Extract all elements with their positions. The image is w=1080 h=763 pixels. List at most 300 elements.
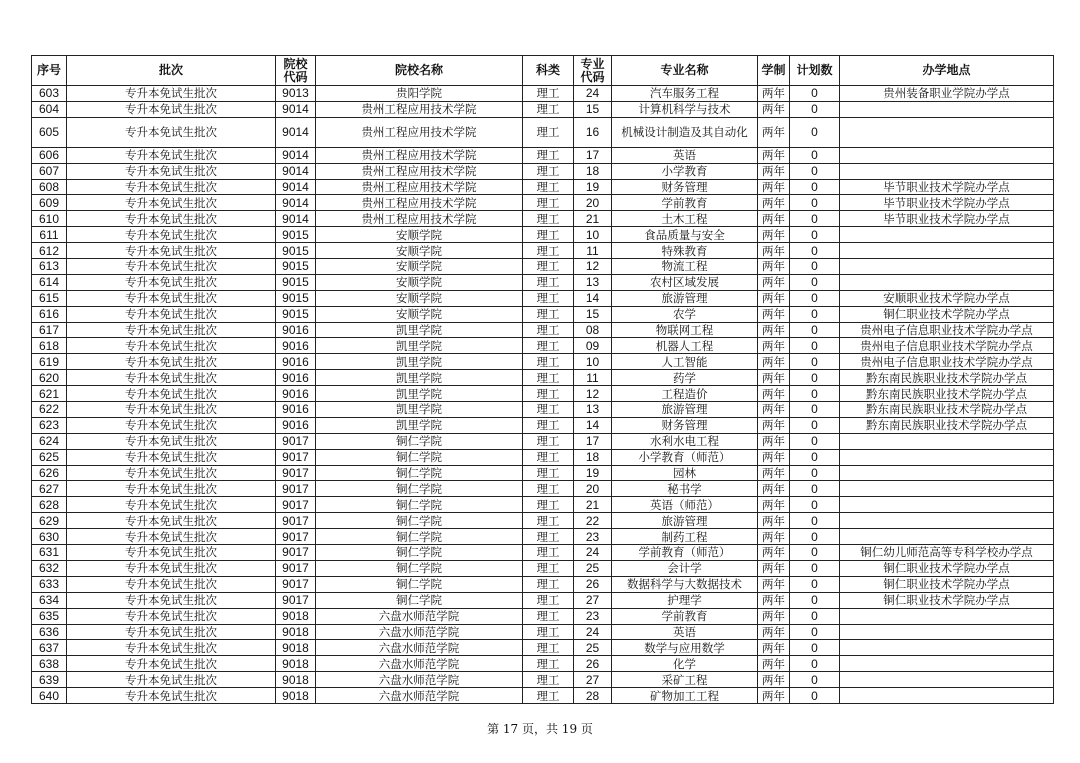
cell-location: 毕节职业技术学院办学点: [840, 195, 1054, 211]
cell-seq: 625: [32, 449, 67, 465]
cell-school-name: 安顺学院: [316, 227, 523, 243]
cell-seq: 603: [32, 86, 67, 102]
cell-batch: 专升本免试生批次: [67, 402, 276, 418]
cell-major-code: 17: [574, 147, 612, 163]
cell-school-name: 铜仁学院: [316, 513, 523, 529]
cell-location: [840, 449, 1054, 465]
cell-plan-count: 0: [790, 656, 840, 672]
cell-location: 贵州装备职业学院办学点: [840, 86, 1054, 102]
cell-major-name: 机器人工程: [612, 338, 758, 354]
cell-duration: 两年: [758, 465, 790, 481]
cell-plan-count: 0: [790, 259, 840, 275]
header-plan-count: 计划数: [790, 56, 840, 86]
cell-school-code: 9015: [276, 274, 316, 290]
cell-seq: 616: [32, 306, 67, 322]
cell-category: 理工: [523, 259, 574, 275]
cell-location: [840, 259, 1054, 275]
cell-batch: 专升本免试生批次: [67, 290, 276, 306]
cell-duration: 两年: [758, 322, 790, 338]
cell-major-code: 27: [574, 592, 612, 608]
table-row: [32, 529, 1054, 545]
cell-duration: 两年: [758, 449, 790, 465]
cell-seq: 636: [32, 624, 67, 640]
cell-seq: 633: [32, 576, 67, 592]
cell-school-name: 安顺学院: [316, 274, 523, 290]
cell-batch: 专升本免试生批次: [67, 370, 276, 386]
admission-plan-table-page: [31, 55, 1054, 704]
cell-school-name: 凯里学院: [316, 417, 523, 433]
cell-batch: 专升本免试生批次: [67, 243, 276, 259]
cell-location: [840, 608, 1054, 624]
cell-school-name: 贵州工程应用技术学院: [316, 179, 523, 195]
cell-major-name: 秘书学: [612, 481, 758, 497]
table-header-row: [32, 56, 1054, 86]
cell-major-code: 16: [574, 117, 612, 147]
cell-major-name: 旅游管理: [612, 290, 758, 306]
cell-plan-count: 0: [790, 306, 840, 322]
cell-category: 理工: [523, 370, 574, 386]
cell-batch: 专升本免试生批次: [67, 433, 276, 449]
cell-plan-count: 0: [790, 386, 840, 402]
cell-school-name: 六盘水师范学院: [316, 672, 523, 688]
cell-major-name: 英语（师范）: [612, 497, 758, 513]
cell-school-code: 9014: [276, 179, 316, 195]
cell-seq: 619: [32, 354, 67, 370]
cell-batch: 专升本免试生批次: [67, 624, 276, 640]
cell-batch: 专升本免试生批次: [67, 195, 276, 211]
cell-major-name: 土木工程: [612, 211, 758, 227]
cell-seq: 605: [32, 117, 67, 147]
cell-school-code: 9017: [276, 449, 316, 465]
header-duration: 学制: [758, 56, 790, 86]
cell-category: 理工: [523, 465, 574, 481]
cell-school-code: 9018: [276, 624, 316, 640]
cell-location: 黔东南民族职业技术学院办学点: [840, 402, 1054, 418]
cell-category: 理工: [523, 560, 574, 576]
cell-plan-count: 0: [790, 243, 840, 259]
cell-major-name: 制药工程: [612, 529, 758, 545]
cell-school-code: 9017: [276, 529, 316, 545]
table-row: [32, 481, 1054, 497]
cell-category: 理工: [523, 179, 574, 195]
cell-location: 贵州电子信息职业技术学院办学点: [840, 338, 1054, 354]
table-row: [32, 290, 1054, 306]
table-row: [32, 497, 1054, 513]
cell-location: [840, 481, 1054, 497]
cell-plan-count: 0: [790, 370, 840, 386]
cell-duration: 两年: [758, 417, 790, 433]
cell-school-code: 9018: [276, 688, 316, 704]
cell-seq: 612: [32, 243, 67, 259]
cell-location: 黔东南民族职业技术学院办学点: [840, 386, 1054, 402]
cell-duration: 两年: [758, 354, 790, 370]
cell-major-name: 学前教育（师范）: [612, 545, 758, 561]
cell-duration: 两年: [758, 402, 790, 418]
cell-batch: 专升本免试生批次: [67, 656, 276, 672]
cell-category: 理工: [523, 86, 574, 102]
cell-major-code: 10: [574, 354, 612, 370]
cell-major-code: 17: [574, 433, 612, 449]
cell-school-name: 铜仁学院: [316, 592, 523, 608]
cell-plan-count: 0: [790, 624, 840, 640]
cell-location: 黔东南民族职业技术学院办学点: [840, 417, 1054, 433]
cell-category: 理工: [523, 290, 574, 306]
cell-location: 黔东南民族职业技术学院办学点: [840, 370, 1054, 386]
table-row: [32, 417, 1054, 433]
cell-batch: 专升本免试生批次: [67, 117, 276, 147]
table-row: [32, 86, 1054, 102]
cell-major-name: 水利水电工程: [612, 433, 758, 449]
cell-school-code: 9015: [276, 259, 316, 275]
cell-batch: 专升本免试生批次: [67, 386, 276, 402]
cell-duration: 两年: [758, 576, 790, 592]
cell-category: 理工: [523, 608, 574, 624]
cell-seq: 609: [32, 195, 67, 211]
cell-duration: 两年: [758, 163, 790, 179]
cell-location: 贵州电子信息职业技术学院办学点: [840, 354, 1054, 370]
cell-batch: 专升本免试生批次: [67, 560, 276, 576]
cell-major-name: 农学: [612, 306, 758, 322]
cell-duration: 两年: [758, 290, 790, 306]
cell-school-name: 铜仁学院: [316, 560, 523, 576]
cell-school-code: 9016: [276, 370, 316, 386]
cell-location: 贵州电子信息职业技术学院办学点: [840, 322, 1054, 338]
cell-category: 理工: [523, 497, 574, 513]
cell-batch: 专升本免试生批次: [67, 338, 276, 354]
cell-major-name: 食品质量与安全: [612, 227, 758, 243]
cell-category: 理工: [523, 227, 574, 243]
cell-major-name: 药学: [612, 370, 758, 386]
cell-school-name: 铜仁学院: [316, 545, 523, 561]
cell-school-name: 凯里学院: [316, 402, 523, 418]
cell-school-code: 9016: [276, 386, 316, 402]
cell-duration: 两年: [758, 688, 790, 704]
cell-major-code: 15: [574, 101, 612, 117]
cell-duration: 两年: [758, 259, 790, 275]
cell-seq: 634: [32, 592, 67, 608]
cell-duration: 两年: [758, 117, 790, 147]
cell-category: 理工: [523, 101, 574, 117]
cell-batch: 专升本免试生批次: [67, 545, 276, 561]
table-row: [32, 608, 1054, 624]
cell-major-code: 25: [574, 560, 612, 576]
cell-school-code: 9017: [276, 465, 316, 481]
cell-major-name: 采矿工程: [612, 672, 758, 688]
cell-seq: 630: [32, 529, 67, 545]
cell-category: 理工: [523, 322, 574, 338]
cell-plan-count: 0: [790, 354, 840, 370]
cell-major-name: 小学教育: [612, 163, 758, 179]
cell-major-name: 英语: [612, 624, 758, 640]
table-row: [32, 211, 1054, 227]
cell-major-code: 09: [574, 338, 612, 354]
cell-major-code: 24: [574, 545, 612, 561]
cell-school-name: 凯里学院: [316, 386, 523, 402]
table-row: [32, 101, 1054, 117]
table-row: [32, 370, 1054, 386]
cell-seq: 607: [32, 163, 67, 179]
cell-seq: 615: [32, 290, 67, 306]
header-seq: 序号: [32, 56, 67, 86]
cell-school-name: 凯里学院: [316, 338, 523, 354]
cell-category: 理工: [523, 672, 574, 688]
cell-school-code: 9018: [276, 656, 316, 672]
cell-plan-count: 0: [790, 513, 840, 529]
cell-category: 理工: [523, 195, 574, 211]
cell-location: [840, 274, 1054, 290]
cell-category: 理工: [523, 306, 574, 322]
cell-location: 毕节职业技术学院办学点: [840, 179, 1054, 195]
cell-school-name: 六盘水师范学院: [316, 608, 523, 624]
cell-category: 理工: [523, 656, 574, 672]
cell-major-name: 机械设计制造及其自动化: [612, 117, 758, 147]
table-row: [32, 656, 1054, 672]
cell-batch: 专升本免试生批次: [67, 274, 276, 290]
cell-school-name: 贵州工程应用技术学院: [316, 211, 523, 227]
cell-location: [840, 656, 1054, 672]
cell-major-name: 物流工程: [612, 259, 758, 275]
cell-batch: 专升本免试生批次: [67, 513, 276, 529]
cell-batch: 专升本免试生批次: [67, 608, 276, 624]
cell-school-name: 铜仁学院: [316, 481, 523, 497]
cell-location: [840, 101, 1054, 117]
cell-school-name: 贵州工程应用技术学院: [316, 163, 523, 179]
cell-duration: 两年: [758, 179, 790, 195]
cell-plan-count: 0: [790, 117, 840, 147]
table-row: [32, 672, 1054, 688]
cell-plan-count: 0: [790, 179, 840, 195]
cell-location: [840, 672, 1054, 688]
cell-seq: 624: [32, 433, 67, 449]
cell-duration: 两年: [758, 243, 790, 259]
cell-seq: 631: [32, 545, 67, 561]
table-row: [32, 147, 1054, 163]
cell-location: 毕节职业技术学院办学点: [840, 211, 1054, 227]
cell-plan-count: 0: [790, 86, 840, 102]
header-school-code: 院校代码: [276, 56, 316, 86]
admission-plan-table: [31, 55, 1054, 704]
table-row: [32, 560, 1054, 576]
cell-school-name: 安顺学院: [316, 243, 523, 259]
cell-duration: 两年: [758, 624, 790, 640]
cell-location: [840, 497, 1054, 513]
cell-seq: 639: [32, 672, 67, 688]
cell-major-code: 24: [574, 86, 612, 102]
cell-location: [840, 640, 1054, 656]
cell-major-name: 旅游管理: [612, 402, 758, 418]
cell-duration: 两年: [758, 656, 790, 672]
cell-major-name: 英语: [612, 147, 758, 163]
cell-major-code: 24: [574, 624, 612, 640]
cell-major-name: 护理学: [612, 592, 758, 608]
cell-school-name: 贵州工程应用技术学院: [316, 195, 523, 211]
cell-major-code: 18: [574, 163, 612, 179]
cell-school-code: 9015: [276, 243, 316, 259]
cell-seq: 606: [32, 147, 67, 163]
cell-major-name: 园林: [612, 465, 758, 481]
cell-category: 理工: [523, 402, 574, 418]
cell-plan-count: 0: [790, 163, 840, 179]
cell-batch: 专升本免试生批次: [67, 592, 276, 608]
table-row: [32, 545, 1054, 561]
cell-duration: 两年: [758, 306, 790, 322]
cell-batch: 专升本免试生批次: [67, 354, 276, 370]
cell-major-code: 20: [574, 481, 612, 497]
cell-duration: 两年: [758, 497, 790, 513]
cell-plan-count: 0: [790, 576, 840, 592]
cell-school-code: 9014: [276, 147, 316, 163]
cell-major-code: 20: [574, 195, 612, 211]
cell-category: 理工: [523, 274, 574, 290]
cell-major-code: 23: [574, 529, 612, 545]
cell-plan-count: 0: [790, 402, 840, 418]
table-row: [32, 163, 1054, 179]
cell-major-code: 23: [574, 608, 612, 624]
cell-school-name: 贵州工程应用技术学院: [316, 101, 523, 117]
cell-location: [840, 624, 1054, 640]
cell-major-code: 14: [574, 417, 612, 433]
table-row: [32, 449, 1054, 465]
cell-major-name: 特殊教育: [612, 243, 758, 259]
cell-location: 铜仁职业技术学院办学点: [840, 560, 1054, 576]
cell-duration: 两年: [758, 227, 790, 243]
cell-location: 铜仁职业技术学院办学点: [840, 306, 1054, 322]
cell-school-name: 六盘水师范学院: [316, 640, 523, 656]
cell-batch: 专升本免试生批次: [67, 101, 276, 117]
cell-plan-count: 0: [790, 449, 840, 465]
cell-plan-count: 0: [790, 545, 840, 561]
cell-major-code: 25: [574, 640, 612, 656]
cell-duration: 两年: [758, 608, 790, 624]
cell-plan-count: 0: [790, 274, 840, 290]
cell-batch: 专升本免试生批次: [67, 259, 276, 275]
cell-location: 铜仁幼儿师范高等专科学校办学点: [840, 545, 1054, 561]
cell-major-name: 财务管理: [612, 417, 758, 433]
cell-category: 理工: [523, 529, 574, 545]
cell-batch: 专升本免试生批次: [67, 417, 276, 433]
cell-duration: 两年: [758, 370, 790, 386]
table-row: [32, 322, 1054, 338]
cell-category: 理工: [523, 147, 574, 163]
cell-major-name: 学前教育: [612, 195, 758, 211]
cell-major-code: 19: [574, 179, 612, 195]
cell-major-code: 28: [574, 688, 612, 704]
cell-seq: 627: [32, 481, 67, 497]
cell-school-code: 9016: [276, 417, 316, 433]
cell-plan-count: 0: [790, 290, 840, 306]
cell-plan-count: 0: [790, 147, 840, 163]
table-row: [32, 195, 1054, 211]
cell-major-name: 化学: [612, 656, 758, 672]
cell-seq: 632: [32, 560, 67, 576]
cell-location: 安顺职业技术学院办学点: [840, 290, 1054, 306]
header-category: 科类: [523, 56, 574, 86]
cell-plan-count: 0: [790, 640, 840, 656]
cell-category: 理工: [523, 688, 574, 704]
cell-school-name: 安顺学院: [316, 306, 523, 322]
cell-school-name: 铜仁学院: [316, 465, 523, 481]
cell-category: 理工: [523, 433, 574, 449]
cell-category: 理工: [523, 386, 574, 402]
cell-school-code: 9017: [276, 592, 316, 608]
cell-major-code: 12: [574, 259, 612, 275]
cell-category: 理工: [523, 117, 574, 147]
cell-seq: 621: [32, 386, 67, 402]
cell-duration: 两年: [758, 640, 790, 656]
cell-major-name: 财务管理: [612, 179, 758, 195]
table-row: [32, 640, 1054, 656]
cell-duration: 两年: [758, 481, 790, 497]
cell-school-code: 9017: [276, 433, 316, 449]
cell-major-name: 农村区域发展: [612, 274, 758, 290]
cell-batch: 专升本免试生批次: [67, 497, 276, 513]
cell-duration: 两年: [758, 147, 790, 163]
cell-location: [840, 465, 1054, 481]
cell-seq: 637: [32, 640, 67, 656]
cell-plan-count: 0: [790, 338, 840, 354]
cell-plan-count: 0: [790, 195, 840, 211]
cell-school-code: 9017: [276, 545, 316, 561]
cell-duration: 两年: [758, 545, 790, 561]
cell-plan-count: 0: [790, 529, 840, 545]
cell-school-code: 9014: [276, 195, 316, 211]
header-location: 办学地点: [840, 56, 1054, 86]
cell-major-code: 08: [574, 322, 612, 338]
cell-duration: 两年: [758, 672, 790, 688]
cell-duration: 两年: [758, 101, 790, 117]
cell-school-code: 9015: [276, 306, 316, 322]
cell-school-code: 9017: [276, 576, 316, 592]
cell-school-code: 9018: [276, 640, 316, 656]
cell-location: 铜仁职业技术学院办学点: [840, 576, 1054, 592]
cell-school-name: 贵州工程应用技术学院: [316, 117, 523, 147]
cell-category: 理工: [523, 417, 574, 433]
table-row: [32, 338, 1054, 354]
cell-major-code: 27: [574, 672, 612, 688]
cell-school-name: 铜仁学院: [316, 449, 523, 465]
cell-plan-count: 0: [790, 433, 840, 449]
cell-category: 理工: [523, 624, 574, 640]
cell-school-name: 铜仁学院: [316, 497, 523, 513]
cell-seq: 610: [32, 211, 67, 227]
cell-major-code: 10: [574, 227, 612, 243]
cell-school-name: 贵州工程应用技术学院: [316, 147, 523, 163]
cell-plan-count: 0: [790, 322, 840, 338]
cell-duration: 两年: [758, 386, 790, 402]
cell-major-code: 11: [574, 243, 612, 259]
cell-batch: 专升本免试生批次: [67, 163, 276, 179]
cell-seq: 613: [32, 259, 67, 275]
cell-category: 理工: [523, 449, 574, 465]
cell-location: [840, 227, 1054, 243]
cell-plan-count: 0: [790, 497, 840, 513]
cell-seq: 622: [32, 402, 67, 418]
cell-school-code: 9015: [276, 290, 316, 306]
cell-duration: 两年: [758, 195, 790, 211]
cell-school-name: 铜仁学院: [316, 433, 523, 449]
cell-school-code: 9016: [276, 354, 316, 370]
cell-batch: 专升本免试生批次: [67, 481, 276, 497]
cell-seq: 611: [32, 227, 67, 243]
cell-plan-count: 0: [790, 560, 840, 576]
cell-major-name: 工程造价: [612, 386, 758, 402]
table-row: [32, 306, 1054, 322]
cell-batch: 专升本免试生批次: [67, 465, 276, 481]
cell-duration: 两年: [758, 338, 790, 354]
cell-plan-count: 0: [790, 688, 840, 704]
cell-batch: 专升本免试生批次: [67, 449, 276, 465]
cell-category: 理工: [523, 513, 574, 529]
